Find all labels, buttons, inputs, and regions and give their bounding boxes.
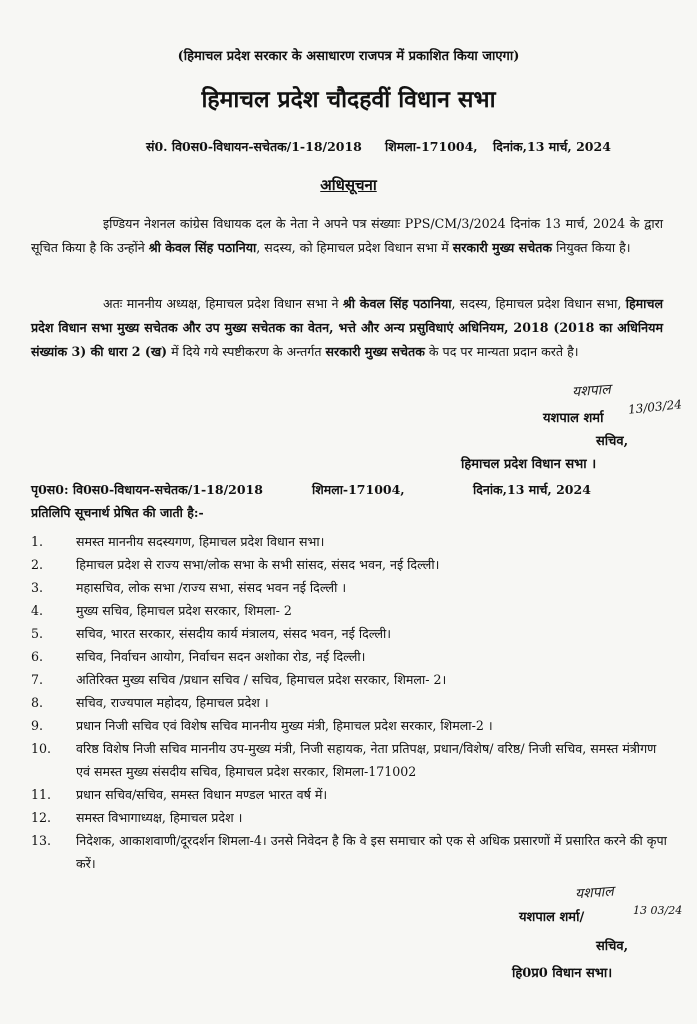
list-item	[31, 668, 671, 691]
para2-bold-1: श्री केवल सिंह पठानिया	[342, 296, 452, 311]
para1-text-1: इण्डियन नेशनल कांग्रेस विधायक दल के नेता ने अपने पत्र संख्याः PPS/CM/3/2024 दिनांक 13 मार्च, 2024 के द्वारा सूचित किया है कि उन्होंने	[31, 216, 663, 255]
list-item-text: सचिव, निर्वाचन आयोग, निर्वाचन सदन अशोका रोड, नई दिल्ली।	[76, 649, 366, 664]
list-item	[31, 714, 671, 737]
signatory-name-2: यशपाल शर्मा/	[519, 910, 585, 925]
copy-reference-place: शिमला-171004,	[312, 482, 405, 497]
list-item-number: 6.	[31, 649, 44, 664]
para2-text-3: में दिये गये स्पष्टीकरण के अन्तर्गत	[167, 344, 326, 359]
gazette-note: (हिमाचल प्रदेश सरकार के असाधारण राजपत्र में प्रकाशित किया जाएगा)	[177, 49, 520, 64]
signatory-office-2: हि0प्र0 विधान सभा।	[512, 966, 613, 981]
list-item-number: 7.	[31, 672, 44, 687]
list-item	[31, 829, 671, 875]
list-item	[31, 576, 671, 599]
list-item-number: 10.	[31, 741, 52, 756]
para1-bold-2: सरकारी मुख्य सचेतक	[452, 240, 553, 255]
list-item-text: प्रधान निजी सचिव एवं विशेष सचिव माननीय मुख्य मंत्री, हिमाचल प्रदेश सरकार, शिमला-2 ।	[76, 718, 493, 733]
list-item-number: 4.	[31, 603, 44, 618]
list-item	[31, 806, 671, 829]
copy-reference-date: दिनांक,13 मार्च, 2024	[473, 482, 591, 497]
list-item-text: मुख्य सचिव, हिमाचल प्रदेश सरकार, शिमला- 2	[76, 603, 292, 618]
para1-text-2: , सदस्य, को हिमाचल प्रदेश विधान सभा में	[256, 240, 453, 255]
para2-text-1: अतः माननीय अध्यक्ष, हिमाचल प्रदेश विधान सभा ने	[103, 296, 343, 311]
notification-heading: अधिसूचना	[320, 176, 377, 194]
list-item-number: 1.	[31, 534, 44, 549]
para1-text-3: नियुक्त किया है।	[552, 240, 631, 255]
signatory-office-1: हिमाचल प्रदेश विधान सभा ।	[461, 457, 597, 472]
copy-reference-number: पृ0स0: वि0स0-विधायन-सचेतक/1-18/2018	[31, 482, 263, 497]
signatory-name-1: यशपाल शर्मा	[543, 411, 604, 426]
paragraph-1	[31, 212, 663, 260]
copy-heading: प्रतिलिपि सूचनार्थ प्रेषित की जाती है:-	[31, 505, 204, 520]
signature-date-mark-2: 13 03/24	[633, 904, 683, 917]
reference-place: शिमला-171004,	[385, 139, 478, 154]
list-item-number: 13.	[31, 833, 52, 848]
list-item-number: 11.	[31, 787, 52, 802]
list-item-number: 5.	[31, 626, 44, 641]
list-item-text: अतिरिक्त मुख्य सचिव /प्रधान सचिव / सचिव, हिमाचल प्रदेश सरकार, शिमला- 2।	[76, 672, 447, 687]
para1-bold-1: श्री केवल सिंह पठानिया	[148, 240, 257, 255]
paragraph-2	[31, 292, 663, 364]
list-item	[31, 737, 671, 783]
para2-bold-3: सरकारी मुख्य सचेतक	[325, 344, 425, 359]
list-item-text: वरिष्ठ विशेष निजी सचिव माननीय उप-मुख्य मंत्री, निजी सहायक, नेता प्रतिपक्ष, प्रधान/विशेष/ वरिष्ठ/ निजी सचिव, समस्त मंत्रीगण एवं समस्त मुख्य संसदीय सचिव, हिमाचल प्रदेश सरकार, शिमला-171002	[76, 741, 657, 779]
list-item	[31, 530, 671, 553]
list-item	[31, 783, 671, 806]
signature-scribble-2: यशपाल	[574, 883, 615, 903]
list-item-text: समस्त माननीय सदस्यगण, हिमाचल प्रदेश विधान सभा।	[76, 534, 325, 549]
list-item-text: सचिव, भारत सरकार, संसदीय कार्य मंत्रालय, संसद भवन, नई दिल्ली।	[76, 626, 392, 641]
signatory-designation-2: सचिव,	[596, 939, 629, 954]
signature-date-mark-1: 13/03/24	[627, 397, 683, 417]
page-title: हिमाचल प्रदेश चौदहवीं विधान सभा	[201, 86, 496, 113]
list-item	[31, 553, 671, 576]
list-item-number: 3.	[31, 580, 44, 595]
list-item-text: प्रधान सचिव/सचिव, समस्त विधान मण्डल भारत वर्ष में।	[76, 787, 328, 802]
para2-bold-2: हिमाचल प्रदेश विधान सभा मुख्य सचेतक और उप मुख्य सचेतक का वेतन, भत्ते और अन्य प्रसुविधाएं अधिनियम, 2018 (2018 का अधिनियम संख्यांक 3) की धारा 2 (ख)	[31, 296, 663, 359]
list-item	[31, 599, 671, 622]
list-item-text: हिमाचल प्रदेश से राज्य सभा/लोक सभा के सभी सांसद, संसद भवन, नई दिल्ली।	[76, 557, 440, 572]
list-item	[31, 645, 671, 668]
para2-text-4: के पद पर मान्यता प्रदान करते है।	[424, 344, 579, 359]
list-item-number: 12.	[31, 810, 52, 825]
reference-number: सं0. वि0स0-विधायन-सचेतक/1-18/2018	[146, 139, 362, 154]
reference-date: दिनांक,13 मार्च, 2024	[493, 139, 611, 154]
signature-scribble-1: यशपाल	[571, 381, 612, 401]
list-item-number: 9.	[31, 718, 44, 733]
para2-text-2: , सदस्य, हिमाचल प्रदेश विधान सभा,	[451, 296, 626, 311]
recipient-list	[31, 530, 671, 875]
list-item-text: समस्त विभागाध्यक्ष, हिमाचल प्रदेश ।	[76, 810, 243, 825]
list-item-number: 8.	[31, 695, 44, 710]
list-item-text: सचिव, राज्यपाल महोदय, हिमाचल प्रदेश ।	[76, 695, 269, 710]
signatory-designation-1: सचिव,	[596, 434, 629, 449]
list-item	[31, 622, 671, 645]
list-item-text: निदेशक, आकाशवाणी/दूरदर्शन शिमला-4। उनसे निवेदन है कि वे इस समाचार को एक से अधिक प्रसारणों में प्रसारित करने की कृपा करें।	[76, 833, 667, 871]
list-item-text: महासचिव, लोक सभा /राज्य सभा, संसद भवन नई दिल्ली ।	[76, 580, 347, 595]
list-item	[31, 691, 671, 714]
list-item-number: 2.	[31, 557, 44, 572]
